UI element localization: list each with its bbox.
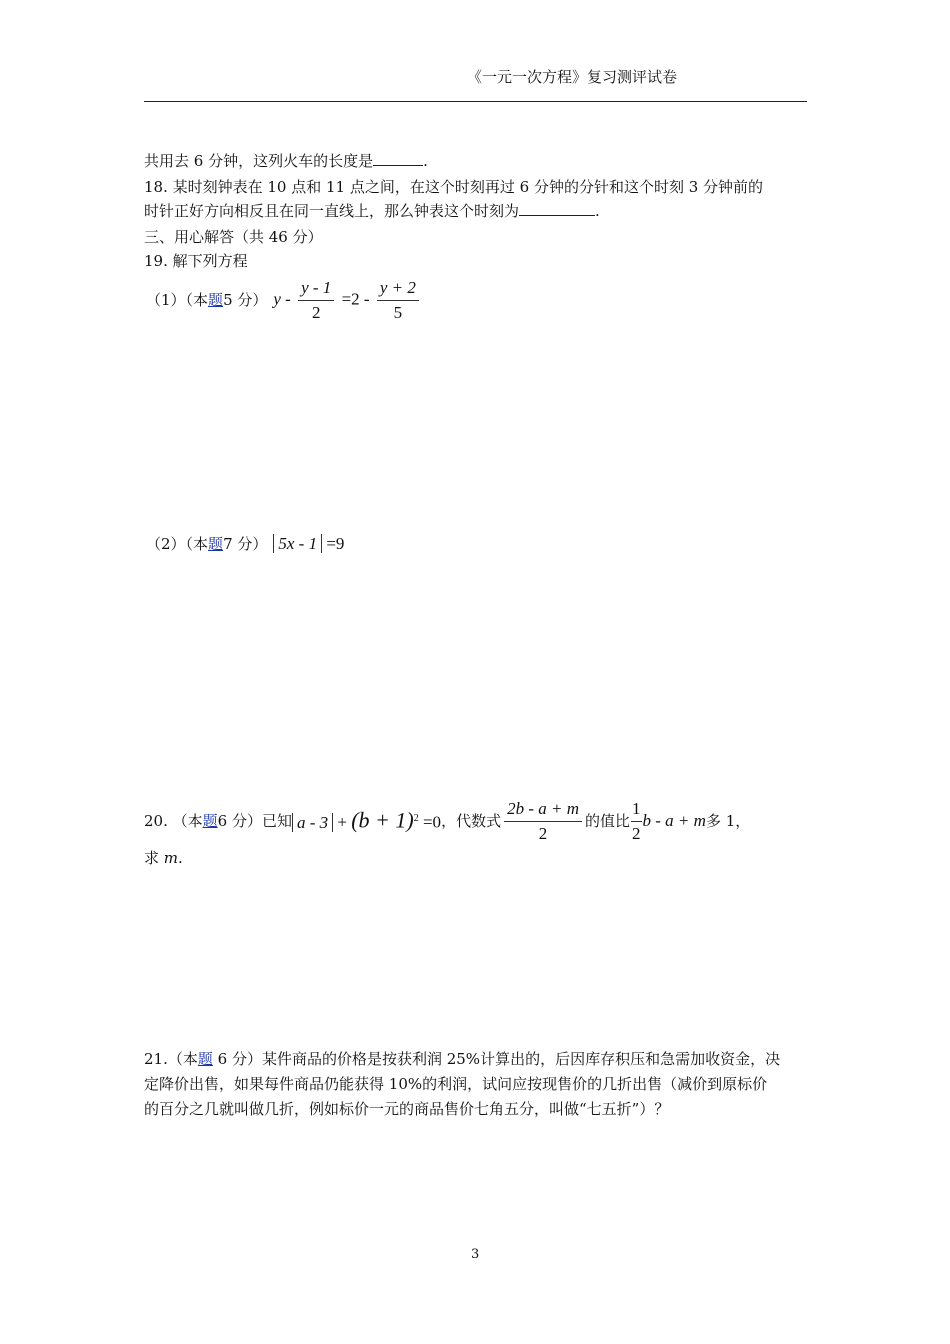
- q18-line1: 18. 某时刻钟表在 10 点和 11 点之间，在这个时刻再过 6 分钟的分针和这个时刻 3 分钟前的: [144, 178, 764, 196]
- question-link[interactable]: 题: [197, 1050, 213, 1068]
- header-rule: [144, 101, 807, 102]
- question-link[interactable]: 题: [208, 535, 224, 553]
- q21-line2: 定降价出售，如果每件商品仍能获得 10%的利润，试问应按现售价的几折出售（减价到原标价: [144, 1075, 768, 1093]
- q17-tail: 共用去 6 分钟，这列火车的长度是 .: [144, 152, 428, 170]
- q20-line2: 求 m.: [144, 849, 183, 867]
- fraction-half: $\frac{1}{2}$: [632, 798, 641, 843]
- q18-answer-blank: [519, 201, 595, 216]
- equation-2: 5x - 1 =9: [273, 534, 344, 554]
- fraction: $\frac{y - 1}{2}$: [298, 278, 334, 323]
- q17-answer-blank: [373, 151, 423, 166]
- question-link[interactable]: 题: [202, 812, 218, 830]
- fraction: $\frac{2b - a + m}{2}$: [504, 799, 582, 844]
- q18-line2: 时针正好方向相反且在同一直线上，那么钟表这个时刻为 .: [144, 202, 600, 220]
- q20-condition: $a - 3 + (b + 1)^2 =0$: [292, 809, 441, 833]
- q17-text: 共用去 6 分钟，这列火车的长度是: [144, 152, 374, 170]
- q19-title: 19. 解下列方程: [144, 252, 248, 270]
- fraction: $\frac{y + 2}{5}$: [377, 278, 419, 323]
- q21-line1: 21.（本题 6 分）某件商品的价格是按获利润 25%计算出的，后因库存积压和急需加收资金，决: [144, 1050, 781, 1068]
- q21-line3: 的百分之几就叫做几折，例如标价一元的商品售价七角五分，叫做“七五折”）？: [144, 1100, 670, 1118]
- q20-line1: 20. （本 题 6 分）已知 $a - 3 + (b + 1)^2 =0$ ，代数式 $\frac{2b - a + m}{2}$ 的值比 $\frac{1}{2}$ b - a + m 多 1，: [144, 798, 751, 843]
- question-link[interactable]: 题: [208, 291, 224, 309]
- page-number: 3: [471, 1247, 480, 1262]
- equation-1: y - $\frac{y - 1}{2}$ =2 - $\frac{y + 2}{5}$: [273, 278, 421, 323]
- q19-part2: （2）（本 题 7 分） 5x - 1 =9: [146, 534, 345, 553]
- page-header-title: 《一元一次方程》复习测评试卷: [467, 68, 678, 86]
- section3-title: 三、用心解答（共 46 分）: [144, 228, 323, 246]
- q19-part1: （1）（本 题 5 分） y - $\frac{y - 1}{2}$ =2 - $\frac{y + 2}{5}$: [146, 276, 422, 324]
